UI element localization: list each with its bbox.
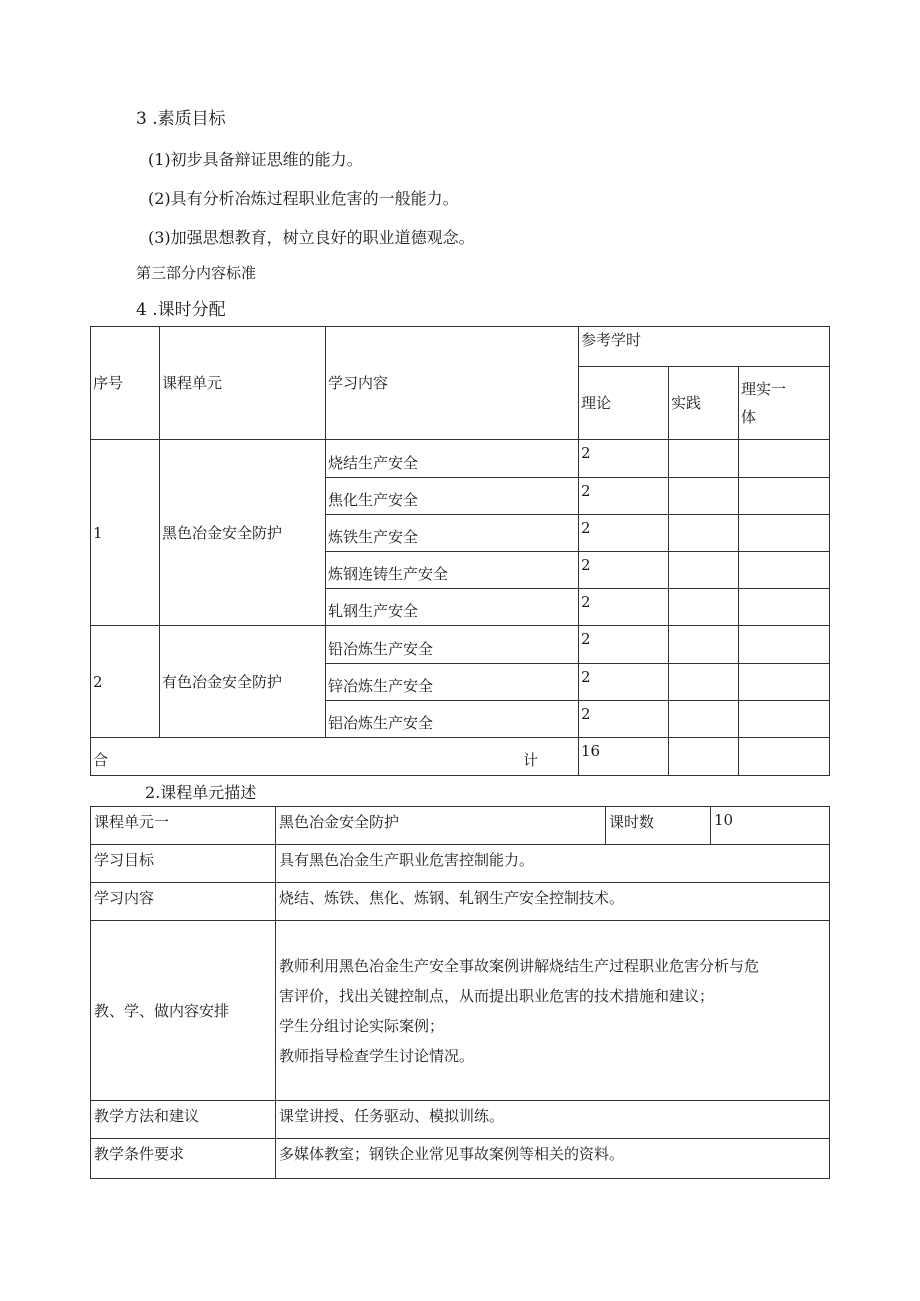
header-integrated-line2: 体 [741,408,757,426]
row-integrated [739,626,830,664]
row-content: 炼钢连铸生产安全 [326,552,579,589]
row-theory: 2 [579,552,669,589]
content-value: 烧结、炼铁、焦化、炼钢、轧钢生产安全控制技术。 [276,883,830,921]
header-unit: 课程单元 [160,327,326,440]
row-practice [669,440,739,478]
section-3-heading: 3 .素质目标 [136,109,226,129]
row-practice [669,626,739,664]
row-theory: 2 [579,664,669,701]
quality-goal-3: (3)加强思想教育，树立良好的职业道德观念。 [148,228,475,247]
method-label: 教学方法和建议 [91,1101,276,1139]
row-content: 轧钢生产安全 [326,589,579,626]
row-content: 铝冶炼生产安全 [326,701,579,738]
arrangement-line: 教师指导检查学生讨论情况。 [279,1046,475,1065]
row-practice [669,664,739,701]
total-label-1: 合 [93,750,109,769]
group-seq: 2 [91,626,160,738]
row-integrated [739,589,830,626]
row-integrated [739,552,830,589]
row-integrated [739,664,830,701]
unit-description-table [90,806,830,1179]
total-row [91,738,830,776]
row-content: 铅冶炼生产安全 [326,626,579,664]
hours-value: 10 [711,807,830,845]
total-integrated [739,738,830,776]
section-4-heading: 4 .课时分配 [136,300,226,320]
group-unit: 黑色冶金安全防护 [160,440,326,626]
arrangement-line: 教师利用黑色冶金生产安全事故案例讲解烧结生产过程职业危害分析与危 [279,956,760,975]
total-practice [669,738,739,776]
section-2-heading: 2.课程单元描述 [145,783,257,802]
row-theory: 2 [579,440,669,478]
arrangement-line: 害评价，找出关键控制点，从而提出职业危害的技术措施和建议； [279,986,715,1005]
row-practice [669,478,739,515]
goal-label: 学习目标 [91,845,276,883]
row-content: 焦化生产安全 [326,478,579,515]
arrangement-value [276,921,830,1101]
condition-label: 教学条件要求 [91,1139,276,1179]
row-theory: 2 [579,626,669,664]
row-practice [669,701,739,738]
condition-value: 多媒体教室；钢铁企业常见事故案例等相关的资料。 [276,1139,830,1179]
row-integrated [739,515,830,552]
group-unit: 有色冶金安全防护 [160,626,326,738]
quality-goal-2: (2)具有分析冶炼过程职业危害的一般能力。 [148,189,459,208]
hours-allocation-table [90,326,830,776]
total-theory: 16 [579,738,669,776]
group-seq: 1 [91,440,160,626]
total-label-2: 计 [522,750,538,769]
row-content: 锌冶炼生产安全 [326,664,579,701]
row-integrated [739,701,830,738]
content-label: 学习内容 [91,883,276,921]
hours-label: 课时数 [606,807,711,845]
row-theory: 2 [579,515,669,552]
header-practice: 实践 [669,367,739,440]
table-row [91,626,830,664]
unit-name: 黑色冶金安全防护 [276,807,606,845]
unit-label: 课程单元一 [91,807,276,845]
goal-value: 具有黑色冶金生产职业危害控制能力。 [276,845,830,883]
quality-goal-1: (1)初步具备辩证思维的能力。 [148,150,363,169]
row-content: 炼铁生产安全 [326,515,579,552]
row-integrated [739,478,830,515]
header-integrated-line1: 理实一 [741,380,787,398]
header-content: 学习内容 [326,327,579,440]
total-label [91,738,579,776]
row-practice [669,515,739,552]
arrangement-label: 教、学、做内容安排 [91,921,276,1101]
row-content: 烧结生产安全 [326,440,579,478]
method-value: 课堂讲授、任务驱动、模拟训练。 [276,1101,830,1139]
row-theory: 2 [579,701,669,738]
table-row [91,440,830,478]
row-practice [669,589,739,626]
row-theory: 2 [579,589,669,626]
header-theory: 理论 [579,367,669,440]
arrangement-line: 学生分组讨论实际案例； [279,1016,445,1035]
header-seq: 序号 [91,327,160,440]
header-ref-hours: 参考学时 [579,327,830,367]
row-practice [669,552,739,589]
header-integrated [739,367,830,440]
row-theory: 2 [579,478,669,515]
row-integrated [739,440,830,478]
part-three-title: 第三部分内容标准 [136,264,257,282]
